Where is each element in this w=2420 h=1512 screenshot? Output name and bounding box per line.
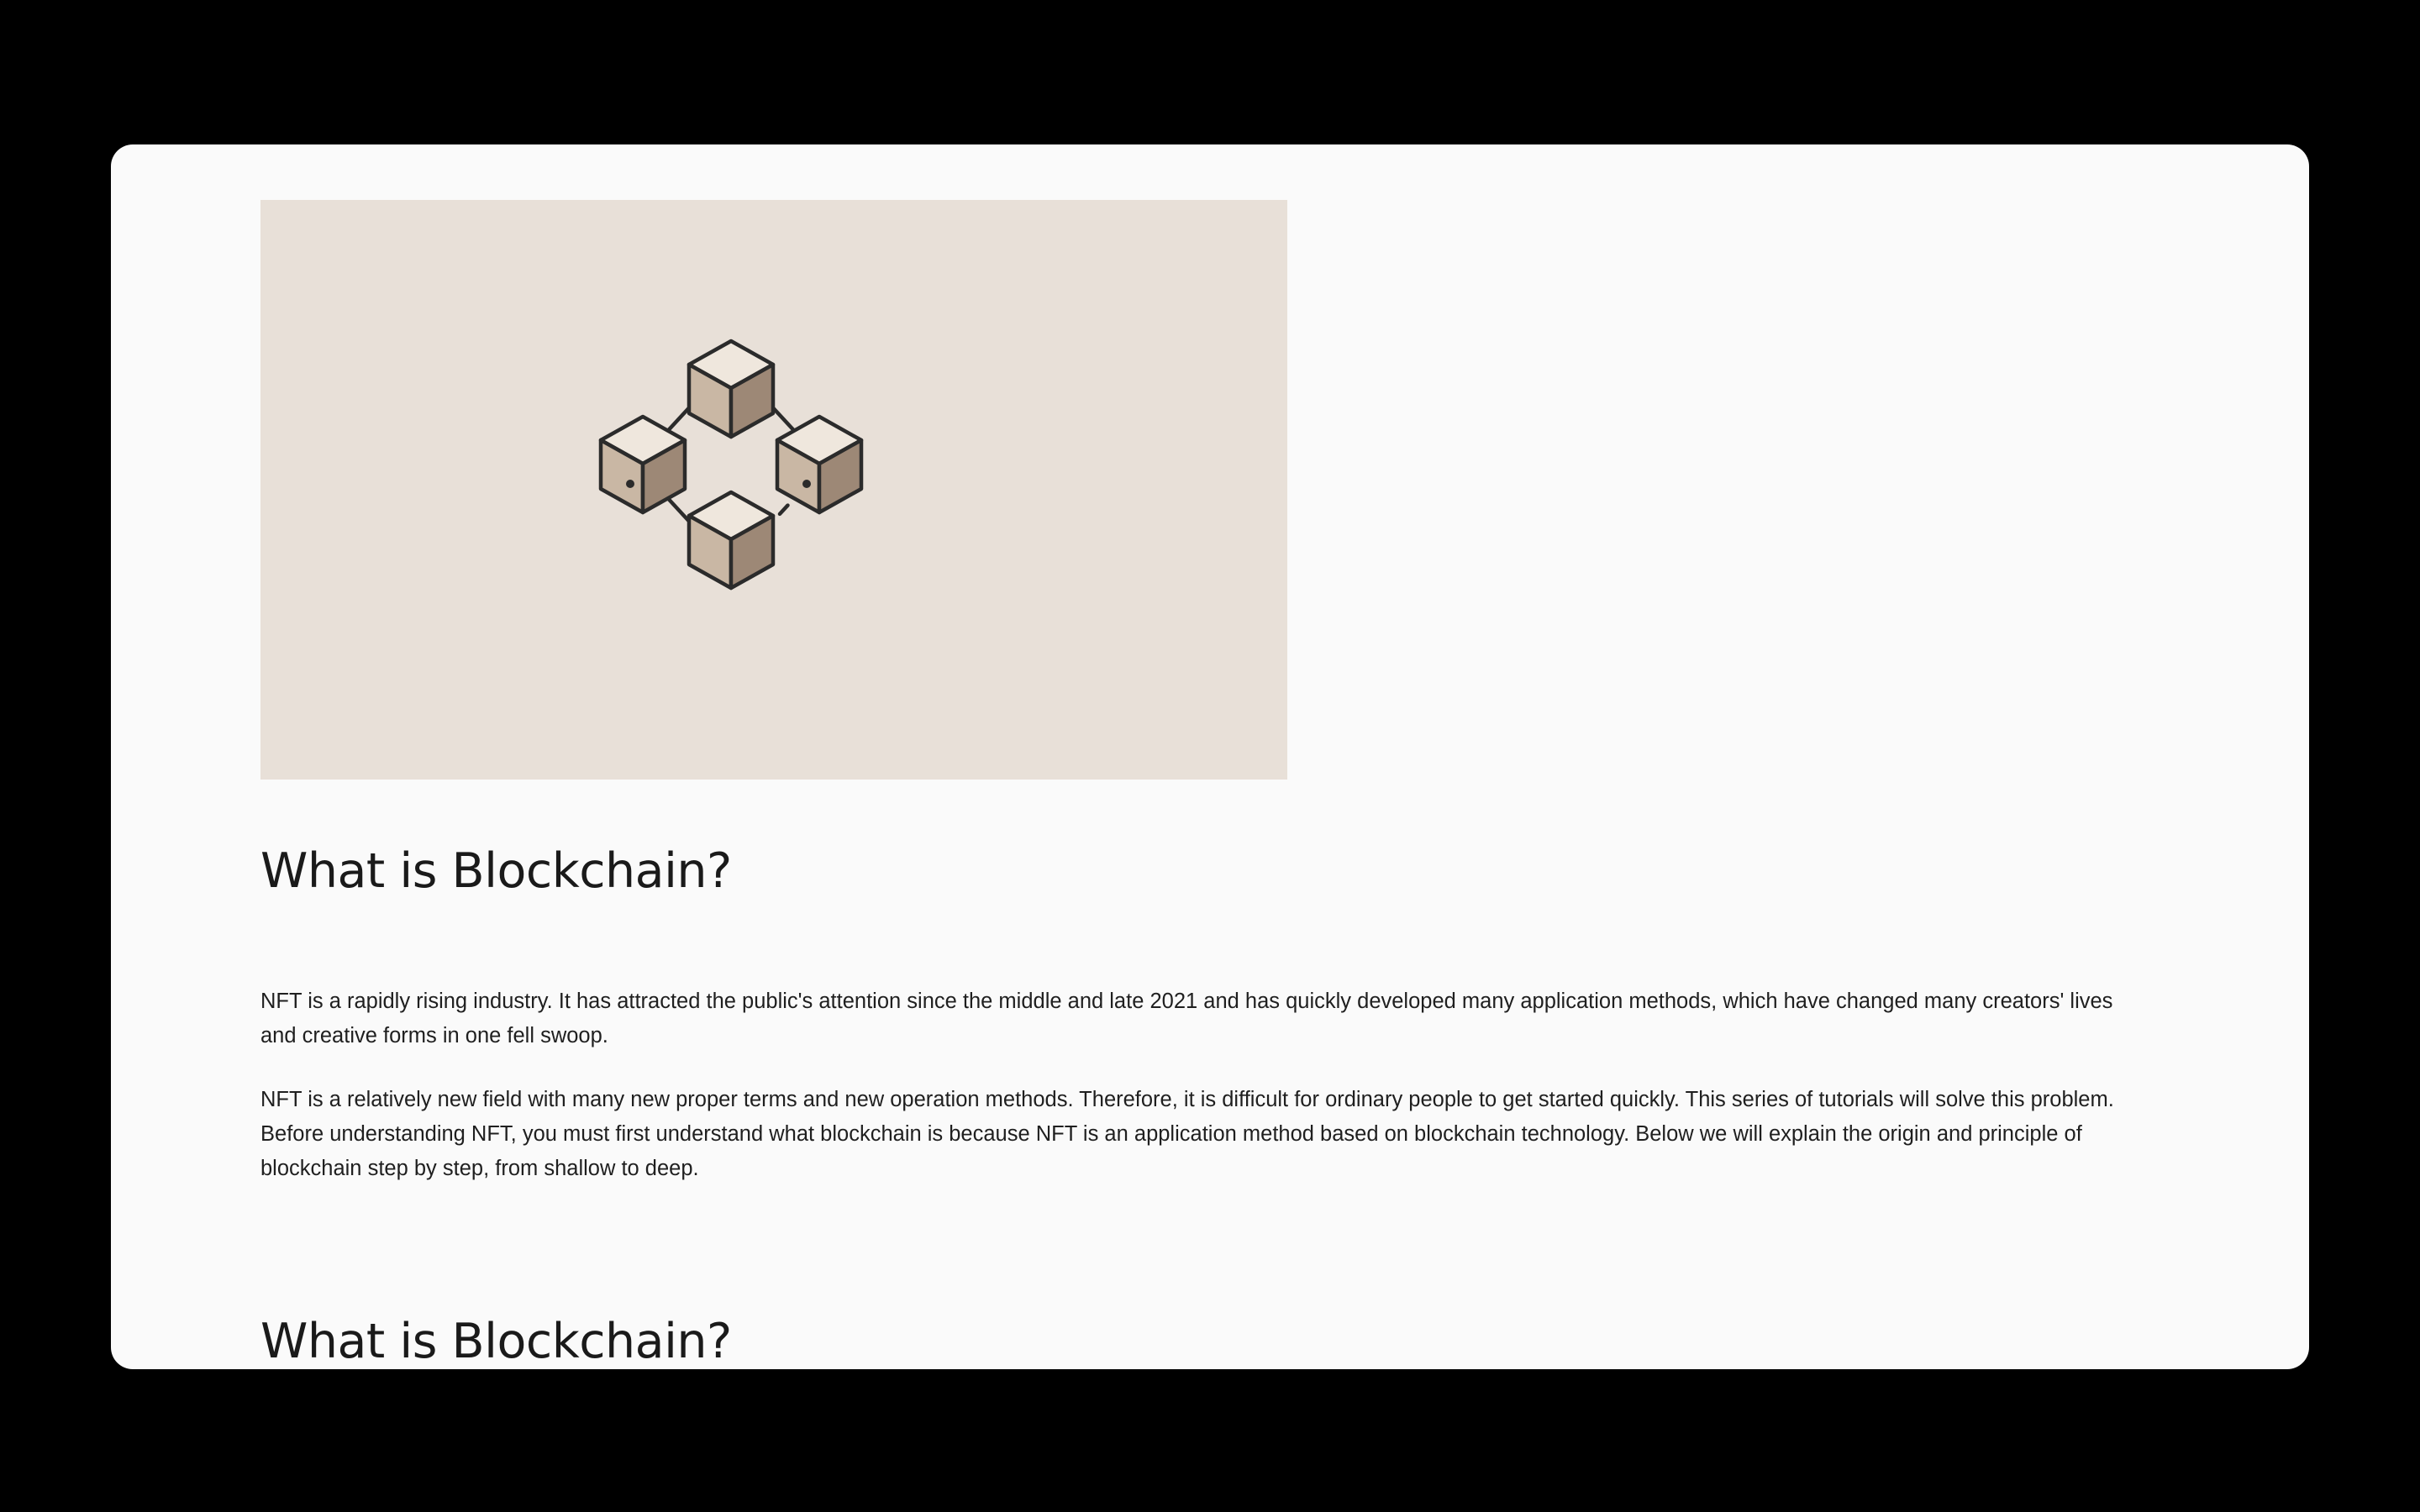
article-paragraph: NFT is a rapidly rising industry. It has attracted the public's attention since the middle and late 2021 and has quickly developed many application methods, which have changed many creators' lives and creative forms in one fell swoop. [260, 990, 2113, 1048]
cube-right [777, 417, 861, 512]
article-body [260, 984, 2149, 1186]
cube-left [601, 417, 685, 512]
hero-image [260, 200, 1287, 780]
article-title: What is Blockchain? [260, 843, 732, 899]
article-paragraph: NFT is a relatively new field with many new proper terms and new operation methods. Therefore, it is difficult for ordinary people to get started quickly. This series of tutorials will solve this problem. Before understanding NFT, you must first understand what blockchain is because NFT is an application method based on blockchain technology. Below we will explain the origin and principle of blockchain step by step, from shallow to deep. [260, 1087, 2114, 1181]
blockchain-cube-network-icon [260, 200, 1287, 780]
article-card [111, 144, 2309, 1369]
cube-top [689, 341, 773, 437]
section-heading: What is Blockchain? [260, 1314, 732, 1369]
cube-bottom [689, 492, 773, 588]
